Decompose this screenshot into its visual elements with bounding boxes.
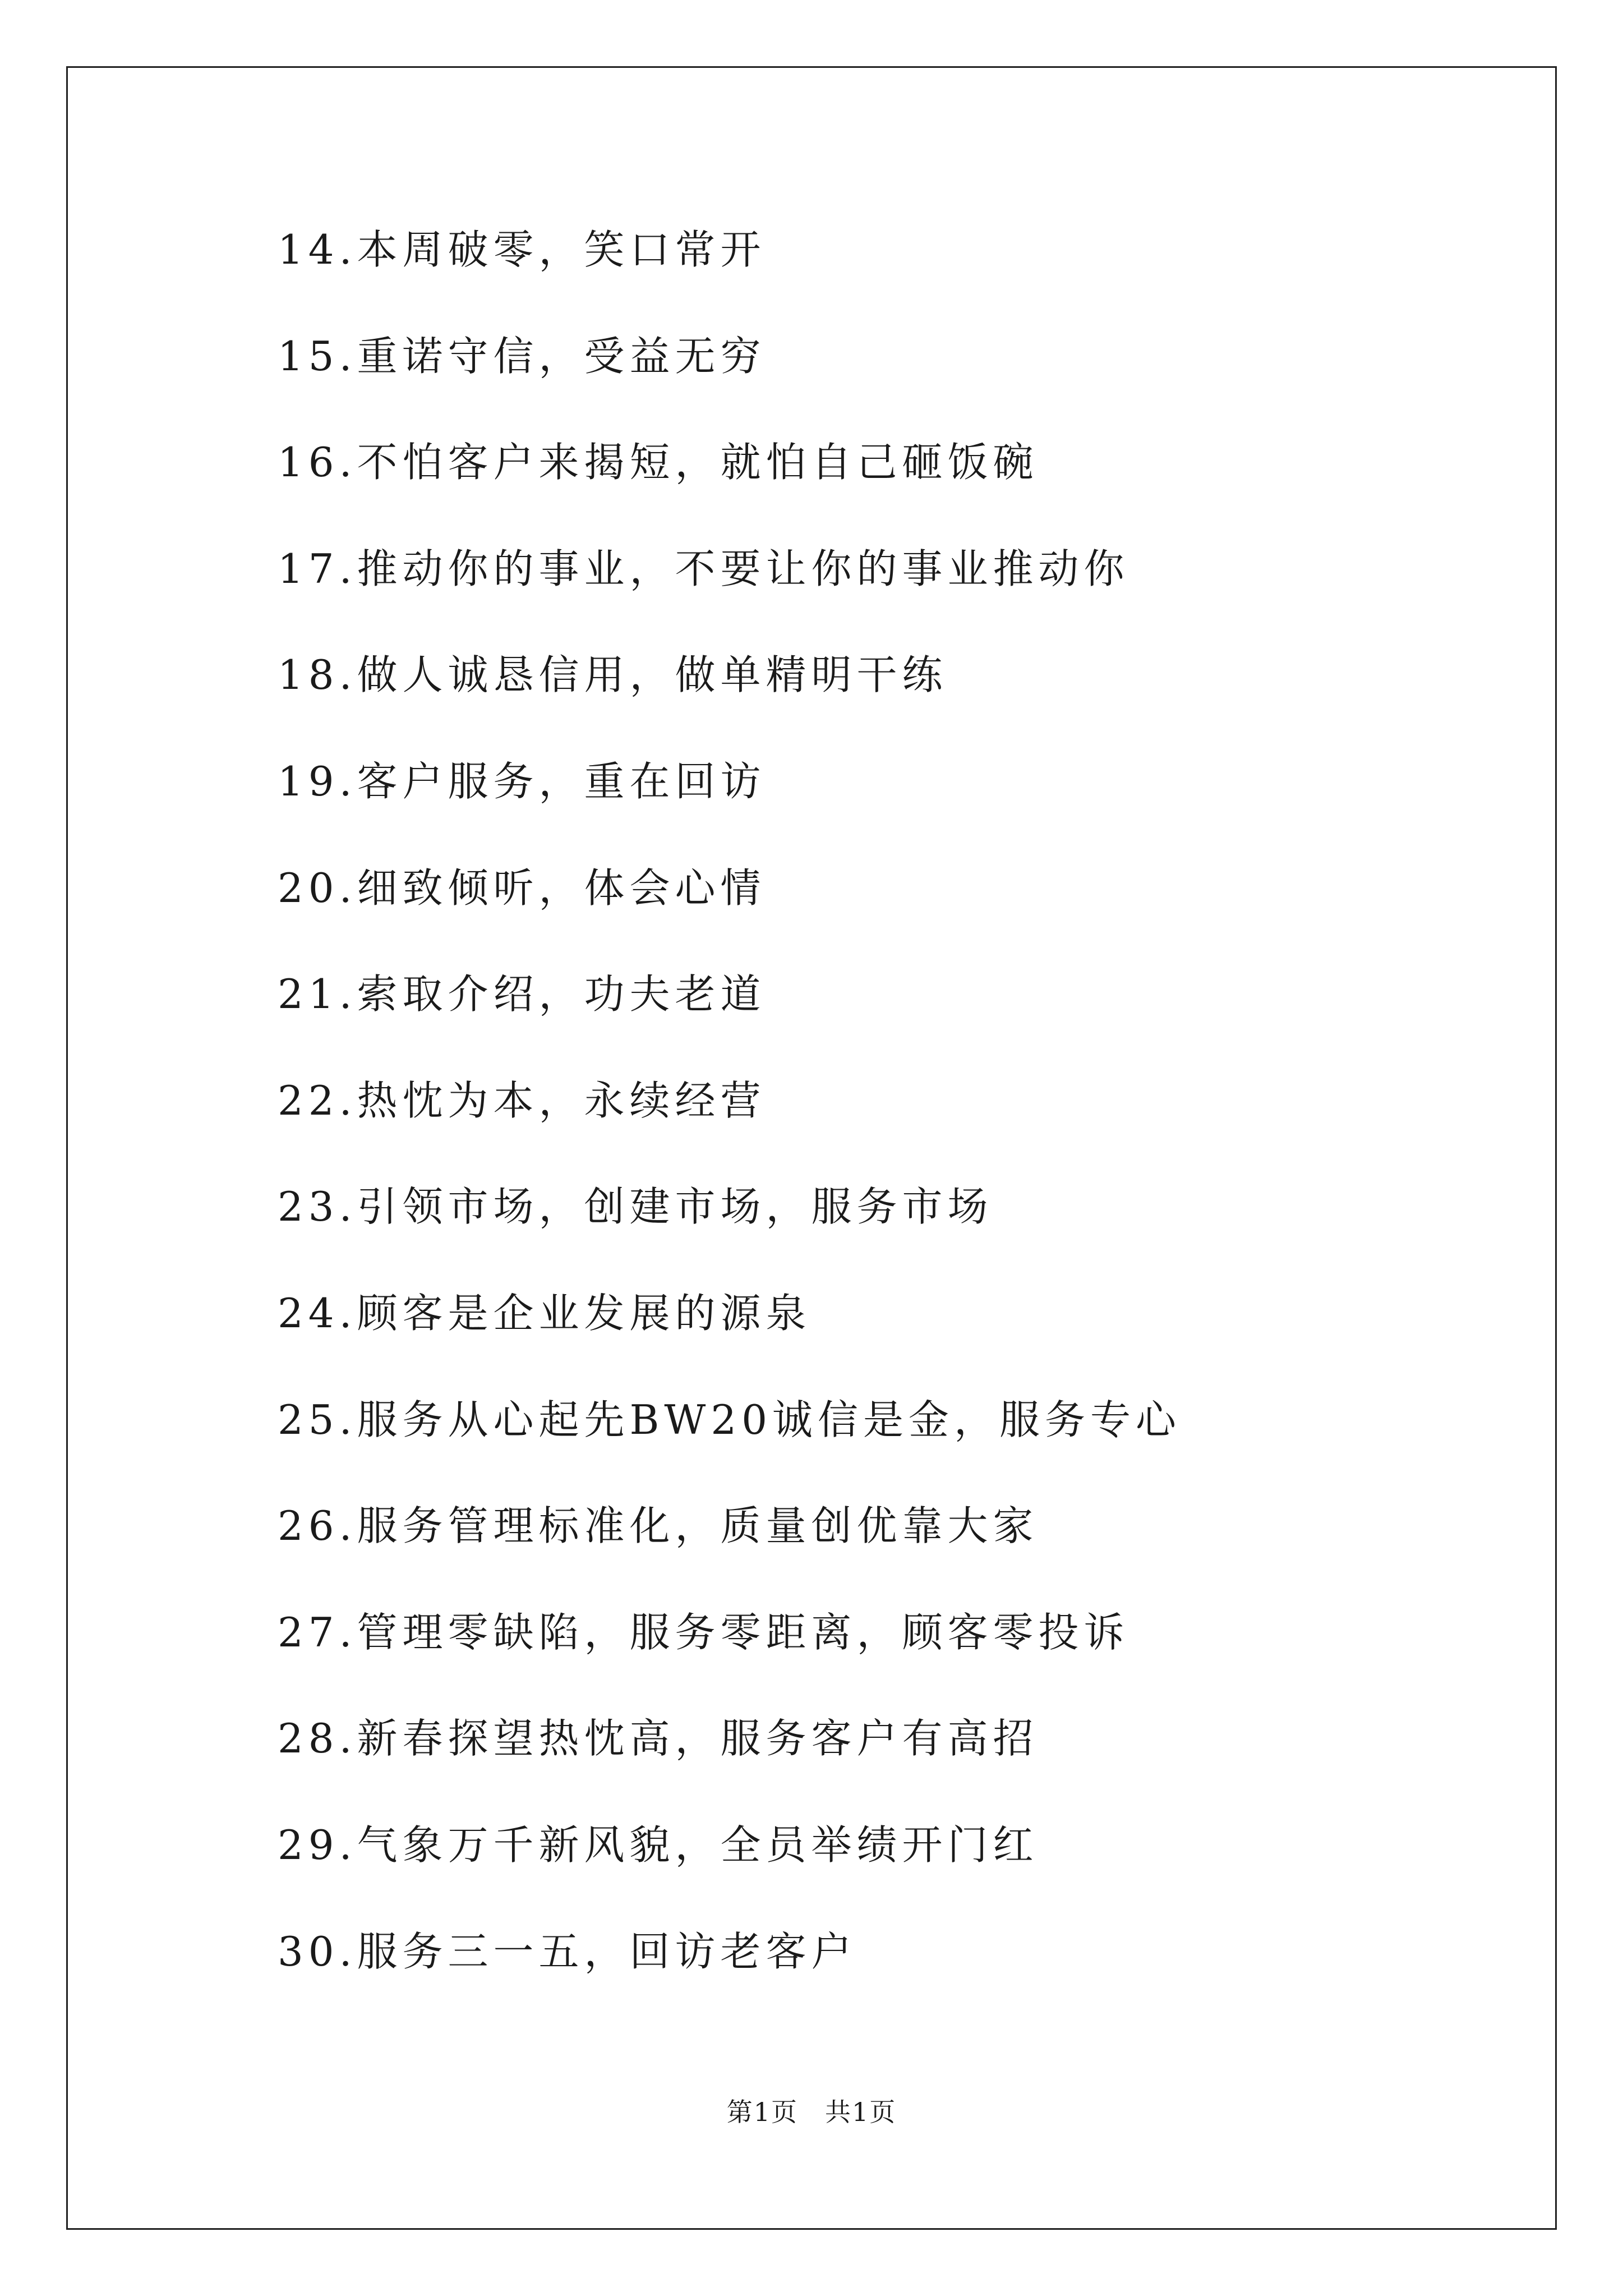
list-item: 22.热忱为本，永续经营 [278, 1076, 766, 1124]
page-number-footer: 第1页 共1页 [726, 2097, 897, 2127]
list-item: 21.索取介绍，功夫老道 [278, 970, 766, 1018]
list-item: 19.客户服务，重在回访 [278, 757, 766, 805]
slogan-list [278, 222, 1181, 2030]
list-item: 27.管理零缺陷，服务零距离，顾客零投诉 [278, 1608, 1129, 1656]
list-item: 26.服务管理标准化，质量创优靠大家 [278, 1502, 1039, 1550]
list-item: 15.重诺守信，受益无穷 [278, 332, 766, 380]
list-item: 20.细致倾听，体会心情 [278, 864, 766, 912]
list-item: 18.做人诚恳信用，做单精明干练 [278, 651, 948, 699]
list-item: 24.顾客是企业发展的源泉 [278, 1289, 811, 1337]
list-item: 14.本周破零，笑口常开 [278, 226, 766, 273]
list-item: 16.不怕客户来揭短，就怕自己砸饭碗 [278, 439, 1039, 486]
list-item: 25.服务从心起先BW20诚信是金，服务专心 [278, 1396, 1182, 1443]
list-item: 30.服务三一五，回访老客户 [278, 1927, 857, 1975]
list-item: 28.新春探望热忱高，服务客户有高招 [278, 1715, 1039, 1763]
list-item: 29.气象万千新风貌，全员举绩开门红 [278, 1821, 1039, 1869]
list-item: 17.推动你的事业，不要让你的事业推动你 [278, 545, 1129, 592]
list-item: 23.引领市场，创建市场，服务市场 [278, 1183, 993, 1231]
